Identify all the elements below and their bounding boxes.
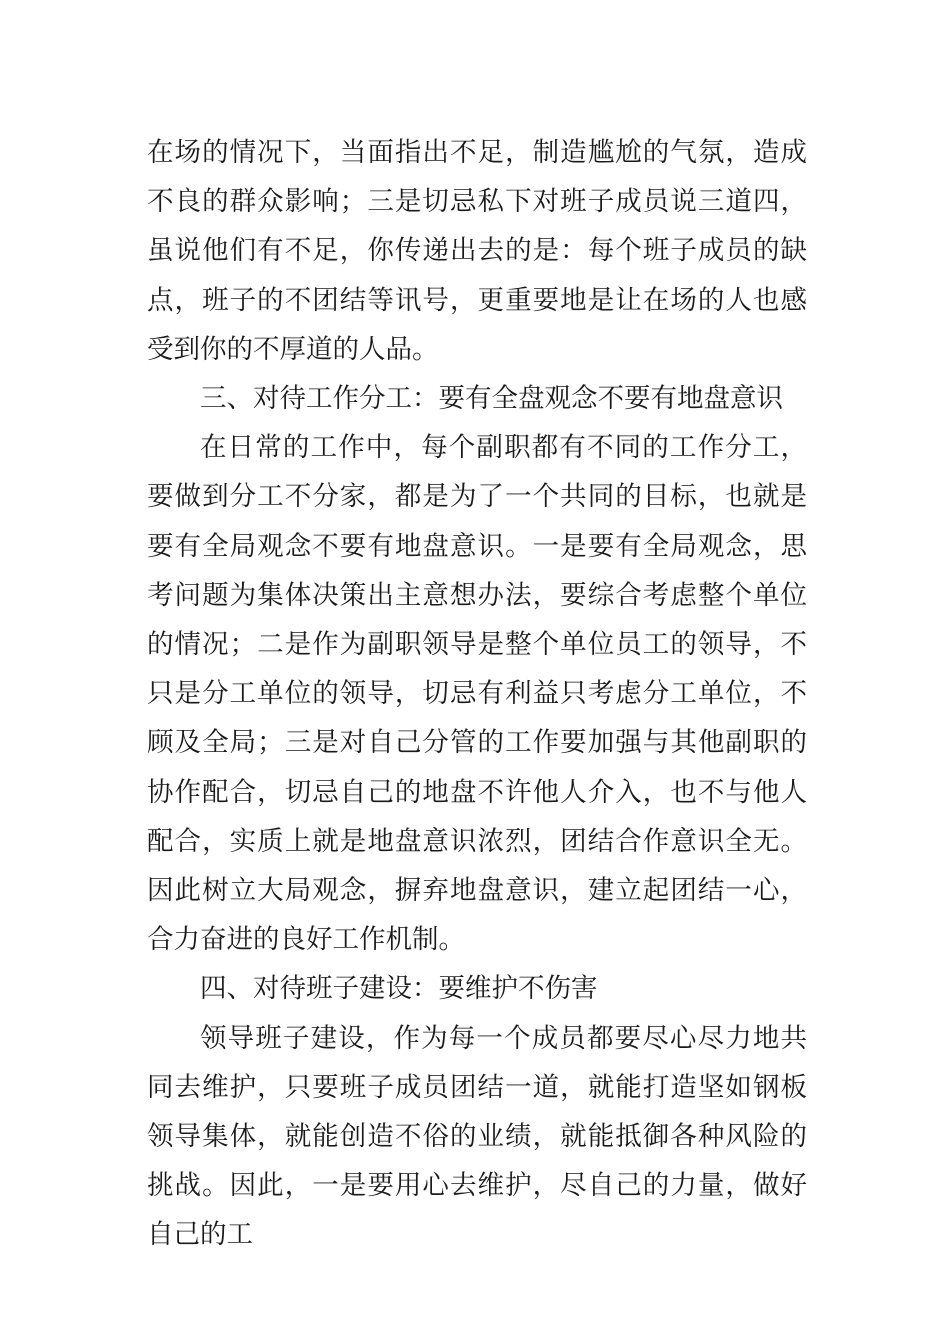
paragraph-work-division: 在日常的工作中，每个副职都有不同的工作分工，要做到分工不分家，都是为了一个共同的目标，也就是要有全局观念不要有地盘意识。一是要有全局观念，思考问题为集体决策出主意想办法，要综合考虑整个单位的情况；二是作为副职领导是整个单位员工的领导，不只是分工单位的领导，切忌有利益只考虑分工单位，不顾及全局；三是对自己分管的工作要加强与其他副职的协作配合，切忌自己的地盘不许他人介入，也不与他人配合，实质上就是地盘意识浓烈，团结合作意识全无。因此树立大局观念，摒弃地盘意识，建立起团结一心，合力奋进的良好工作机制。 <box>147 432 807 956</box>
paragraph-team-building: 领导班子建设，作为每一个成员都要尽心尽力地共同去维护，只要班子成员团结一道，就能打造坚如钢板领导集体，就能创造不俗的业绩，就能抵御各种风险的挑战。因此，一是要用心去维护，尽自己的力量，做好自己的工 <box>147 1022 807 1251</box>
section-heading-three: 三、对待工作分工：要有全盘观念不要有地盘意识 <box>200 383 783 415</box>
paragraph-continuation: 在场的情况下，当面指出不足，制造尴尬的气氛，造成不良的群众影响；三是切忌私下对班子成员说三道四，虽说他们有不足，你传递出去的是：每个班子成员的缺点，班子的不团结等讯号，更重要地是让在场的人也感受到你的不厚道的人品。 <box>147 137 807 365</box>
section-heading-four: 四、对待班子建设：要维护不伤害 <box>200 973 598 1005</box>
document-page <box>147 128 807 1260</box>
